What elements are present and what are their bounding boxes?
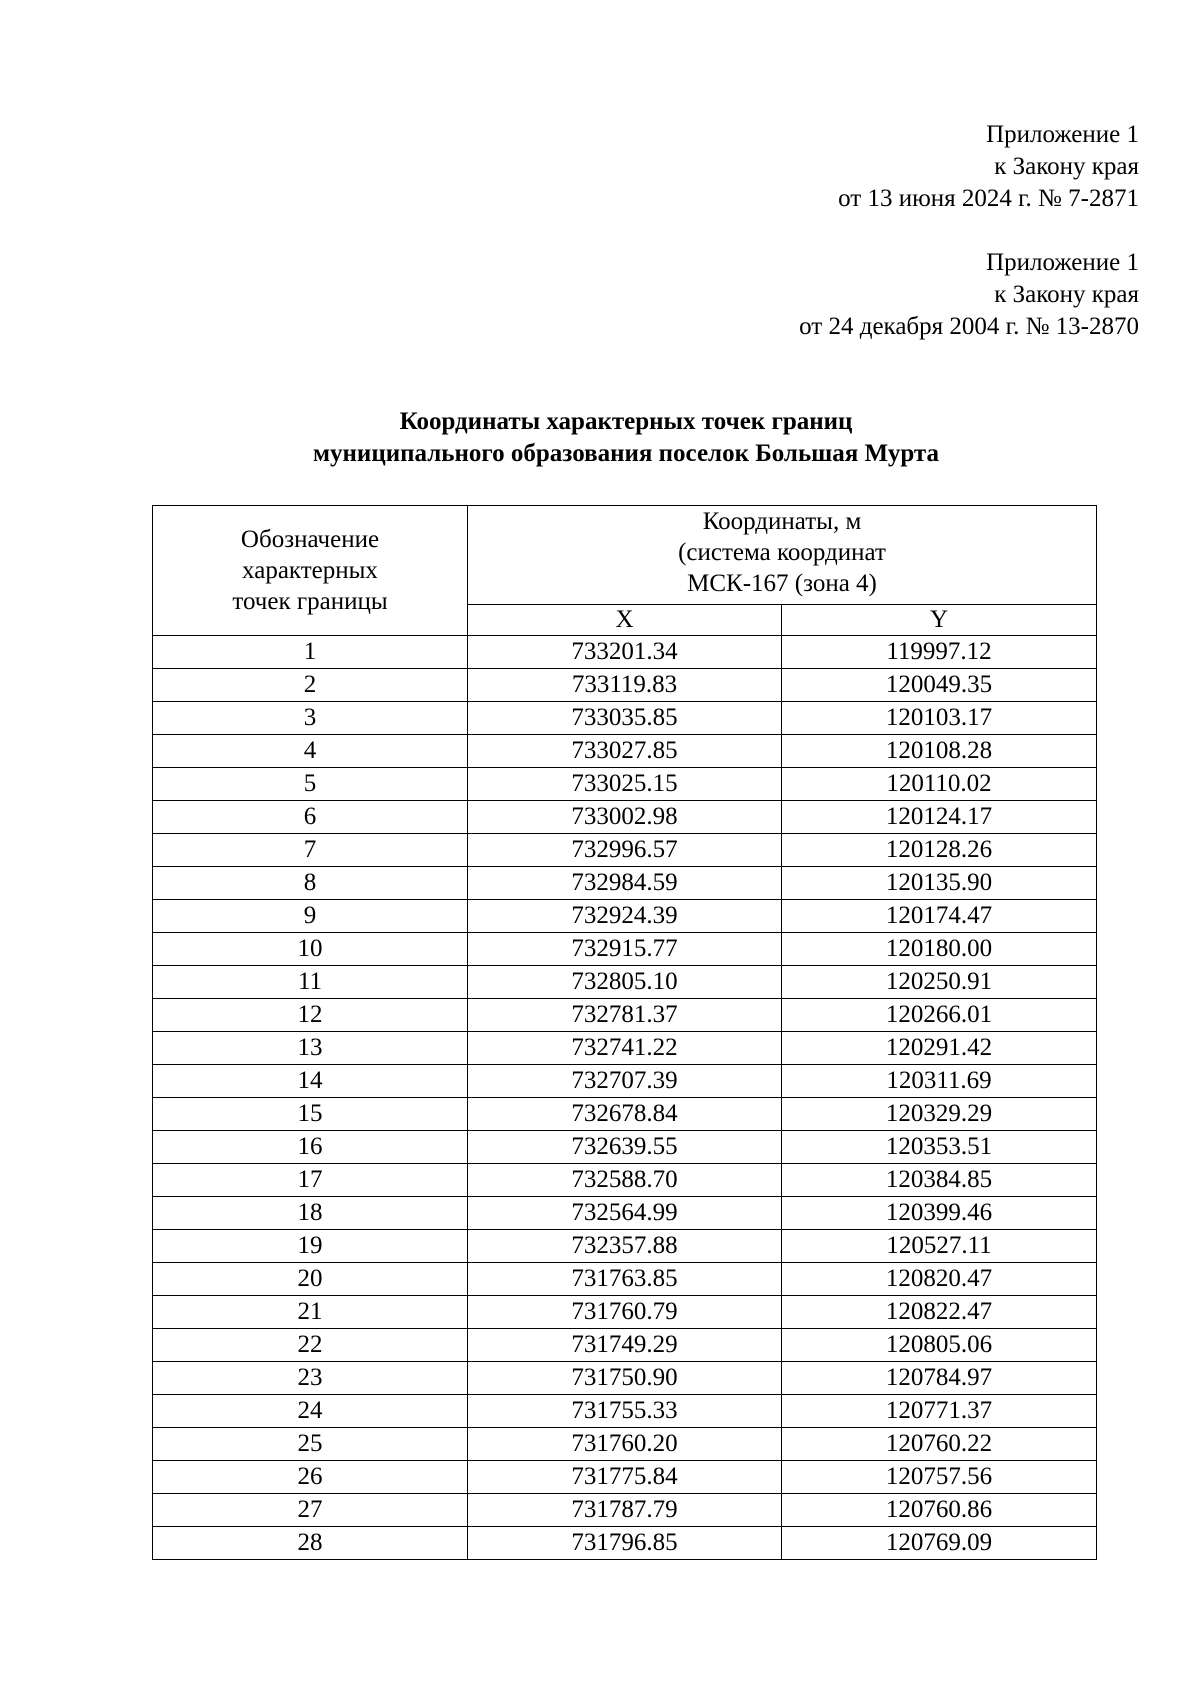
point-number-cell: 20 — [153, 1263, 468, 1296]
point-number-cell: 12 — [153, 999, 468, 1032]
x-coordinate-cell: 733027.85 — [468, 735, 782, 768]
y-coordinate-cell: 120128.26 — [782, 834, 1097, 867]
table-row — [153, 1494, 1097, 1527]
point-number-cell: 27 — [153, 1494, 468, 1527]
point-number-cell: 17 — [153, 1164, 468, 1197]
y-coordinate-cell: 120760.22 — [782, 1428, 1097, 1461]
x-coordinate-cell: 731749.29 — [468, 1329, 782, 1362]
point-number-cell: 6 — [153, 801, 468, 834]
y-coordinate-cell: 120124.17 — [782, 801, 1097, 834]
point-number-cell: 22 — [153, 1329, 468, 1362]
table-row — [153, 1461, 1097, 1494]
x-coordinate-cell: 732357.88 — [468, 1230, 782, 1263]
document-title-line: муниципального образования поселок Большая Мурта — [312, 440, 939, 467]
x-coordinate-cell: 731760.20 — [468, 1428, 782, 1461]
y-coordinate-cell: 120399.46 — [782, 1197, 1097, 1230]
annex-original-reference — [799, 247, 1139, 343]
y-coordinate-cell: 120353.51 — [782, 1131, 1097, 1164]
x-coordinate-cell: 733002.98 — [468, 801, 782, 834]
table-row — [153, 768, 1097, 801]
point-number-cell: 1 — [153, 636, 468, 669]
header-line: точек границы — [232, 588, 388, 615]
y-coordinate-cell: 120135.90 — [782, 867, 1097, 900]
x-coordinate-cell: 732984.59 — [468, 867, 782, 900]
x-coordinate-cell: 732741.22 — [468, 1032, 782, 1065]
y-coordinate-cell: 120049.35 — [782, 669, 1097, 702]
x-coordinate-cell: 732915.77 — [468, 933, 782, 966]
x-coordinate-cell: 733035.85 — [468, 702, 782, 735]
table-row — [153, 1164, 1097, 1197]
annex-number: Приложение 1 — [986, 121, 1139, 148]
point-number-cell: 2 — [153, 669, 468, 702]
x-coordinate-cell: 732924.39 — [468, 900, 782, 933]
x-coordinate-cell: 732588.70 — [468, 1164, 782, 1197]
x-coordinate-cell: 732996.57 — [468, 834, 782, 867]
point-number-cell: 3 — [153, 702, 468, 735]
table-row — [153, 1362, 1097, 1395]
point-number-cell: 8 — [153, 867, 468, 900]
y-coordinate-cell: 120250.91 — [782, 966, 1097, 999]
point-number-cell: 28 — [153, 1527, 468, 1560]
x-column-header: X — [468, 605, 782, 636]
x-coordinate-cell: 731750.90 — [468, 1362, 782, 1395]
x-coordinate-cell: 732678.84 — [468, 1098, 782, 1131]
table-row — [153, 1263, 1097, 1296]
y-coordinate-cell: 120527.11 — [782, 1230, 1097, 1263]
y-coordinate-cell: 120329.29 — [782, 1098, 1097, 1131]
table-row — [153, 1230, 1097, 1263]
point-number-cell: 23 — [153, 1362, 468, 1395]
table-row — [153, 1296, 1097, 1329]
table-row — [153, 1131, 1097, 1164]
header-line: характерных — [242, 557, 378, 584]
y-coordinate-cell: 120311.69 — [782, 1065, 1097, 1098]
x-coordinate-cell: 731775.84 — [468, 1461, 782, 1494]
x-coordinate-cell: 732564.99 — [468, 1197, 782, 1230]
point-number-cell: 21 — [153, 1296, 468, 1329]
point-number-cell: 14 — [153, 1065, 468, 1098]
point-number-cell: 24 — [153, 1395, 468, 1428]
document-title-line: Координаты характерных точек границ — [399, 408, 853, 435]
point-number-cell: 19 — [153, 1230, 468, 1263]
coordinates-header — [468, 506, 1097, 605]
annex-number: Приложение 1 — [986, 249, 1139, 276]
point-number-cell: 10 — [153, 933, 468, 966]
point-number-cell: 15 — [153, 1098, 468, 1131]
y-coordinate-cell: 120760.86 — [782, 1494, 1097, 1527]
x-coordinate-cell: 731763.85 — [468, 1263, 782, 1296]
point-number-cell: 25 — [153, 1428, 468, 1461]
x-coordinate-cell: 732781.37 — [468, 999, 782, 1032]
x-coordinate-cell: 731755.33 — [468, 1395, 782, 1428]
x-coordinate-cell: 733201.34 — [468, 636, 782, 669]
y-coordinate-cell: 120784.97 — [782, 1362, 1097, 1395]
x-coordinate-cell: 732805.10 — [468, 966, 782, 999]
y-coordinate-cell: 120805.06 — [782, 1329, 1097, 1362]
annex-current-reference — [838, 119, 1139, 215]
table-row — [153, 1197, 1097, 1230]
y-coordinate-cell: 120771.37 — [782, 1395, 1097, 1428]
x-coordinate-cell: 731760.79 — [468, 1296, 782, 1329]
point-number-cell: 18 — [153, 1197, 468, 1230]
y-column-header: Y — [782, 605, 1097, 636]
coordinates-table — [152, 505, 1097, 1560]
table-row — [153, 669, 1097, 702]
point-number-cell: 26 — [153, 1461, 468, 1494]
table-row — [153, 1032, 1097, 1065]
table-row — [153, 834, 1097, 867]
y-coordinate-cell: 120103.17 — [782, 702, 1097, 735]
annex-law-date: от 13 июня 2024 г. № 7-2871 — [838, 185, 1139, 212]
point-number-cell: 9 — [153, 900, 468, 933]
document-title — [0, 406, 1200, 470]
table-row — [153, 966, 1097, 999]
y-coordinate-cell: 120174.47 — [782, 900, 1097, 933]
y-coordinate-cell: 120110.02 — [782, 768, 1097, 801]
point-number-cell: 11 — [153, 966, 468, 999]
table-row — [153, 801, 1097, 834]
header-line: Координаты, м — [702, 508, 862, 535]
y-coordinate-cell: 119997.12 — [782, 636, 1097, 669]
x-coordinate-cell: 731796.85 — [468, 1527, 782, 1560]
table-row — [153, 1329, 1097, 1362]
y-coordinate-cell: 120757.56 — [782, 1461, 1097, 1494]
header-line: МСК-167 (зона 4) — [687, 570, 877, 597]
y-coordinate-cell: 120384.85 — [782, 1164, 1097, 1197]
point-number-cell: 7 — [153, 834, 468, 867]
annex-law-ref: к Закону края — [994, 281, 1139, 308]
y-coordinate-cell: 120266.01 — [782, 999, 1097, 1032]
x-coordinate-cell: 732707.39 — [468, 1065, 782, 1098]
table-row — [153, 1527, 1097, 1560]
table-row — [153, 933, 1097, 966]
point-number-cell: 13 — [153, 1032, 468, 1065]
table-row — [153, 735, 1097, 768]
header-line: (система координат — [678, 539, 886, 566]
table-row — [153, 999, 1097, 1032]
x-coordinate-cell: 732639.55 — [468, 1131, 782, 1164]
point-number-cell: 4 — [153, 735, 468, 768]
coordinates-table-body — [153, 636, 1097, 1560]
annex-law-date: от 24 декабря 2004 г. № 13-2870 — [799, 313, 1139, 340]
annex-law-ref: к Закону края — [994, 153, 1139, 180]
y-coordinate-cell: 120822.47 — [782, 1296, 1097, 1329]
x-coordinate-cell: 733119.83 — [468, 669, 782, 702]
table-row — [153, 867, 1097, 900]
y-coordinate-cell: 120769.09 — [782, 1527, 1097, 1560]
y-coordinate-cell: 120291.42 — [782, 1032, 1097, 1065]
table-row — [153, 1065, 1097, 1098]
table-row — [153, 900, 1097, 933]
y-coordinate-cell: 120820.47 — [782, 1263, 1097, 1296]
table-row — [153, 1098, 1097, 1131]
point-number-cell: 16 — [153, 1131, 468, 1164]
table-row — [153, 1395, 1097, 1428]
header-line: Обозначение — [240, 526, 380, 553]
point-number-cell: 5 — [153, 768, 468, 801]
table-row — [153, 636, 1097, 669]
y-coordinate-cell: 120108.28 — [782, 735, 1097, 768]
x-coordinate-cell: 731787.79 — [468, 1494, 782, 1527]
y-coordinate-cell: 120180.00 — [782, 933, 1097, 966]
table-row — [153, 1428, 1097, 1461]
point-designation-header — [153, 506, 468, 636]
table-row — [153, 702, 1097, 735]
x-coordinate-cell: 733025.15 — [468, 768, 782, 801]
